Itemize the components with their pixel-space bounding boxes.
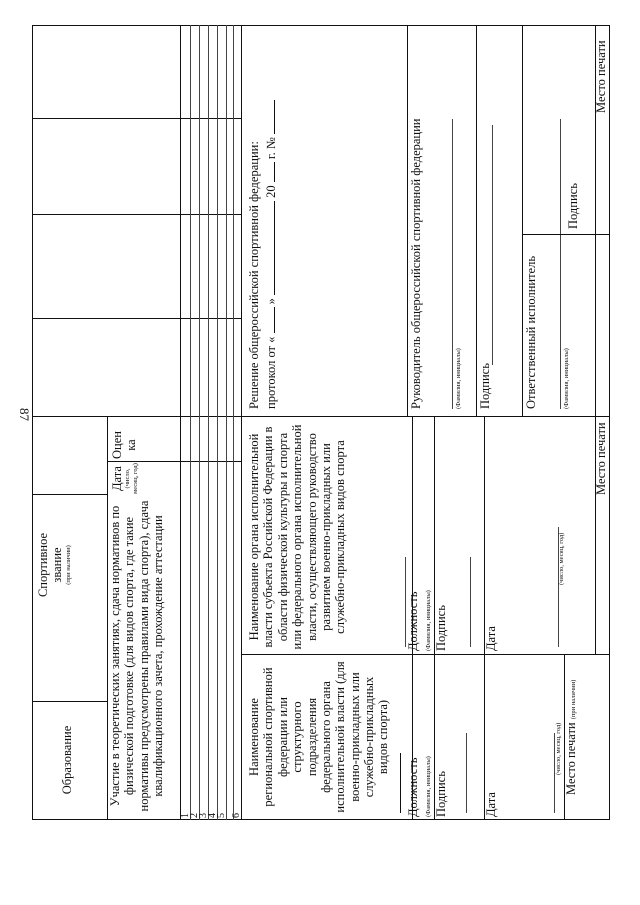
executive-signature-label: Подпись xyxy=(434,605,448,651)
federation-decision: Решение общероссийской спортивной федерации: xyxy=(247,141,261,409)
header-grade: Оценка xyxy=(110,431,139,459)
federation-protocol: протокол от « » 20 г. № xyxy=(264,29,278,409)
federation-head-signature-label: Подпись xyxy=(478,363,492,409)
row-number: 3 xyxy=(198,813,209,818)
regional-org-title: Наименование региональной спортивной федерации или структурного подразделения федерального органа исполнительной власти (для военно-прикладных или служебно-прикладных видов спорта) xyxy=(247,661,391,813)
regional-name-note: (Фамилия, инициалы) xyxy=(425,756,432,817)
header-date: Дата (число, месяц, год) xyxy=(110,463,139,494)
executive-position-label: Должность xyxy=(406,591,420,651)
header-separator xyxy=(180,25,181,820)
header-sport-title: Спортивное звание (при наличии) xyxy=(36,532,72,598)
federation-stamp: Место печати xyxy=(594,40,608,113)
executive-org-title: Наименование органа исполнительной власти субъекта Российской Федерации в области физической культуры и спорта или федерального органа исполнительной власти, осуществляющего руководство развитием военно-прикладных или служебно-прикладных видов спорта xyxy=(247,424,348,650)
federation-head-name-note: (Фамилия, инициалы) xyxy=(455,348,462,409)
header-education: Образование xyxy=(60,725,74,795)
regional-signature-label: Подпись xyxy=(434,771,448,817)
regional-position-label: Должность xyxy=(406,757,420,817)
row-number: 5 xyxy=(216,813,227,818)
federation-executor-name-note: (Фамилия, инициалы) xyxy=(563,348,570,409)
executive-stamp: Место печати xyxy=(594,422,608,495)
regional-date-label: Дата xyxy=(484,792,498,817)
executive-name-note: (Фамилия, инициалы) xyxy=(425,590,432,651)
federation-head-label: Руководитель общероссийской спортивной федерации xyxy=(409,118,423,409)
row-number: 6 xyxy=(231,813,242,818)
federation-executor-label: Ответственный исполнитель xyxy=(524,255,538,409)
row-number: 1 xyxy=(180,813,191,818)
lower-section-separator xyxy=(241,25,242,820)
executive-date-label: Дата xyxy=(484,626,498,651)
regional-date-note: (число, месяц, год) xyxy=(555,722,562,775)
executive-date-note: (число, месяц, год) xyxy=(558,532,565,585)
regional-stamp: Место печати (при наличии) xyxy=(564,679,578,795)
federation-executor-signature-label: Подпись xyxy=(566,183,580,229)
header-participation: Участие в теоретических занятиях, сдача нормативов по физической подготовке (для видов спорта, где такие нормативы предусмотрены правилами вида спорта), сдача квалификационного зачета, прохождение аттестации xyxy=(108,500,166,812)
row-number: 4 xyxy=(207,813,218,818)
row-number: 2 xyxy=(189,813,200,818)
page-number: 87 xyxy=(17,408,32,421)
